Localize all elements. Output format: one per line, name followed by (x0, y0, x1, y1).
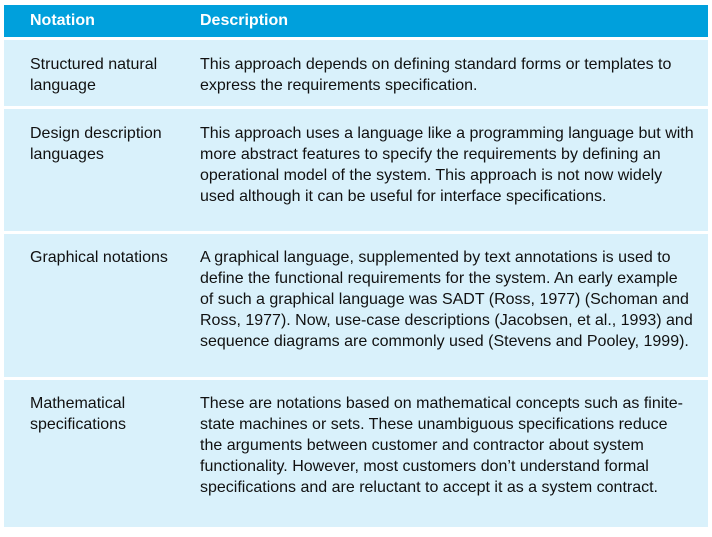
table-row (4, 106, 708, 231)
table-row (4, 37, 708, 106)
table-header (4, 5, 708, 37)
row-notation: Design description languages (30, 125, 162, 163)
row-description: This approach uses a language like a programming language but with more abstract features to specify the requirements by defining an operational model of the system. This approach is not now widely used although it can be useful for interface specifications. (200, 125, 694, 205)
table-row (4, 231, 708, 377)
row-notation: Mathematical specifications (30, 395, 127, 433)
header-description: Description (200, 12, 289, 29)
header-notation: Notation (30, 12, 95, 29)
row-description: This approach depends on defining standard forms or templates to express the requirements specification. (200, 56, 672, 94)
notations-table (4, 5, 708, 527)
row-notation: Structured natural language (30, 56, 158, 94)
row-description: A graphical language, supplemented by text annotations is used to define the functional requirements for the system. An early example of such a graphical language was SADT (Ross, 1977) (Schoman and Ross, 1977). Now, use-case descriptions (Jacobsen, et al., 1993) and sequence diagrams are commonly used (Stevens and Pooley, 1999). (200, 249, 693, 350)
row-description: These are notations based on mathematical concepts such as finite-state machines or sets. These unambiguous specifications reduce the arguments between customer and contractor about system functionality. However, most customers don’t understand formal specifications and are reluctant to accept it as a system contract. (200, 395, 683, 496)
row-notation: Graphical notations (30, 249, 168, 266)
table-row (4, 377, 708, 527)
